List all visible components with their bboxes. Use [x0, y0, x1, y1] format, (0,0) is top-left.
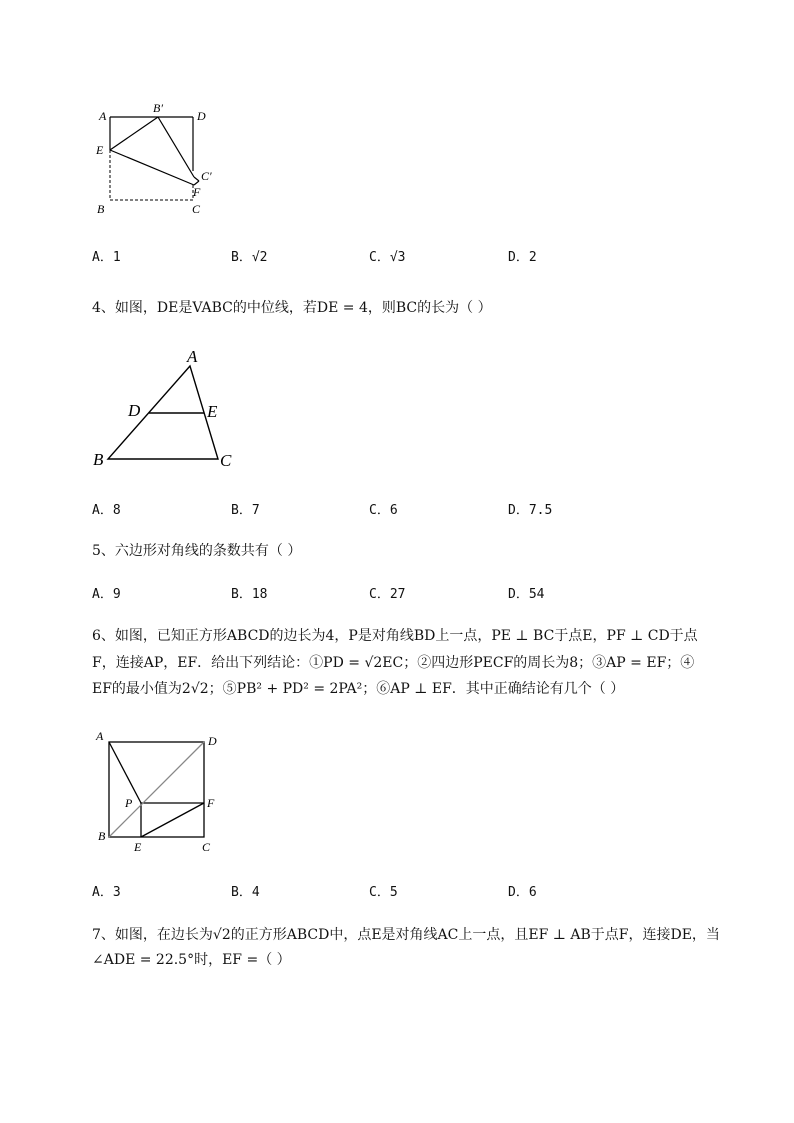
- q3-label-d: D: [197, 109, 206, 123]
- q5-option-d[interactable]: D．54: [508, 587, 545, 602]
- q3-label-e: E: [96, 143, 104, 157]
- q4-label-e: E: [207, 402, 218, 421]
- q3-label-b-prime: B′: [153, 101, 163, 115]
- q6-option-d[interactable]: D．6: [508, 885, 537, 900]
- q6-label-d: D: [208, 734, 217, 748]
- q4-option-b[interactable]: B．7: [231, 503, 260, 518]
- q6-label-f: F: [207, 796, 215, 810]
- q3-option-d[interactable]: D．2: [508, 250, 537, 265]
- q4-figure: [88, 340, 238, 472]
- q5-stem: 5、六边形对角线的条数共有（ ）: [92, 543, 302, 559]
- q5-option-b[interactable]: B．18: [231, 587, 268, 602]
- q6-option-a[interactable]: A．3: [92, 885, 121, 900]
- q7-stem-line-1: 7、如图，在边长为√2的正方形ABCD中，点E是对角线AC上一点，且EF ⊥ AB于点F，连接DE，当: [92, 927, 720, 943]
- q4-label-d: D: [128, 401, 141, 420]
- q6-stem-line-3: EF的最小值为2√2；⑤PB² + PD² = 2PA²；⑥AP ⊥ EF．其中正确结论有几个（ ）: [92, 681, 625, 697]
- q6-label-b: B: [98, 829, 106, 843]
- q5-option-c[interactable]: C．27: [369, 587, 406, 602]
- q6-label-p: P: [125, 796, 133, 810]
- q6-label-c: C: [202, 840, 211, 854]
- q6-option-c[interactable]: C．5: [369, 885, 398, 900]
- q6-stem-line-2: F，连接AP，EF．给出下列结论：①PD = √2EC；②四边形PECF的周长为8；③AP = EF；④: [92, 655, 695, 671]
- q3-option-b[interactable]: B．√2: [231, 250, 268, 265]
- q3-label-a: A: [99, 109, 107, 123]
- q3-label-c-prime: C′: [201, 169, 212, 183]
- q3-figure: [90, 98, 230, 220]
- q4-label-b: B: [93, 450, 104, 469]
- q3-label-b: B: [97, 202, 105, 216]
- q4-stem: 4、如图，DE是VABC的中位线，若DE = 4，则BC的长为（ ）: [92, 300, 492, 316]
- q3-label-c: C: [192, 202, 201, 216]
- q5-option-a[interactable]: A．9: [92, 587, 121, 602]
- q3-option-a[interactable]: A．1: [92, 250, 121, 265]
- q6-label-a: A: [96, 729, 104, 743]
- q3-option-c[interactable]: C．√3: [369, 250, 406, 265]
- q6-figure: [92, 726, 232, 856]
- q4-option-d[interactable]: D．7.5: [508, 503, 553, 518]
- q6-stem-line-1: 6、如图，已知正方形ABCD的边长为4，P是对角线BD上一点，PE ⊥ BC于点E，PF ⊥ CD于点: [92, 628, 698, 644]
- q7-stem-line-2: ∠ADE = 22.5°时，EF =（ ）: [92, 952, 291, 968]
- q4-label-c: C: [220, 451, 232, 470]
- q4-option-c[interactable]: C．6: [369, 503, 398, 518]
- q3-label-f: F: [193, 185, 201, 199]
- q6-option-b[interactable]: B．4: [231, 885, 260, 900]
- q4-label-a: A: [187, 347, 198, 366]
- q4-option-a[interactable]: A．8: [92, 503, 121, 518]
- q6-label-e: E: [134, 840, 142, 854]
